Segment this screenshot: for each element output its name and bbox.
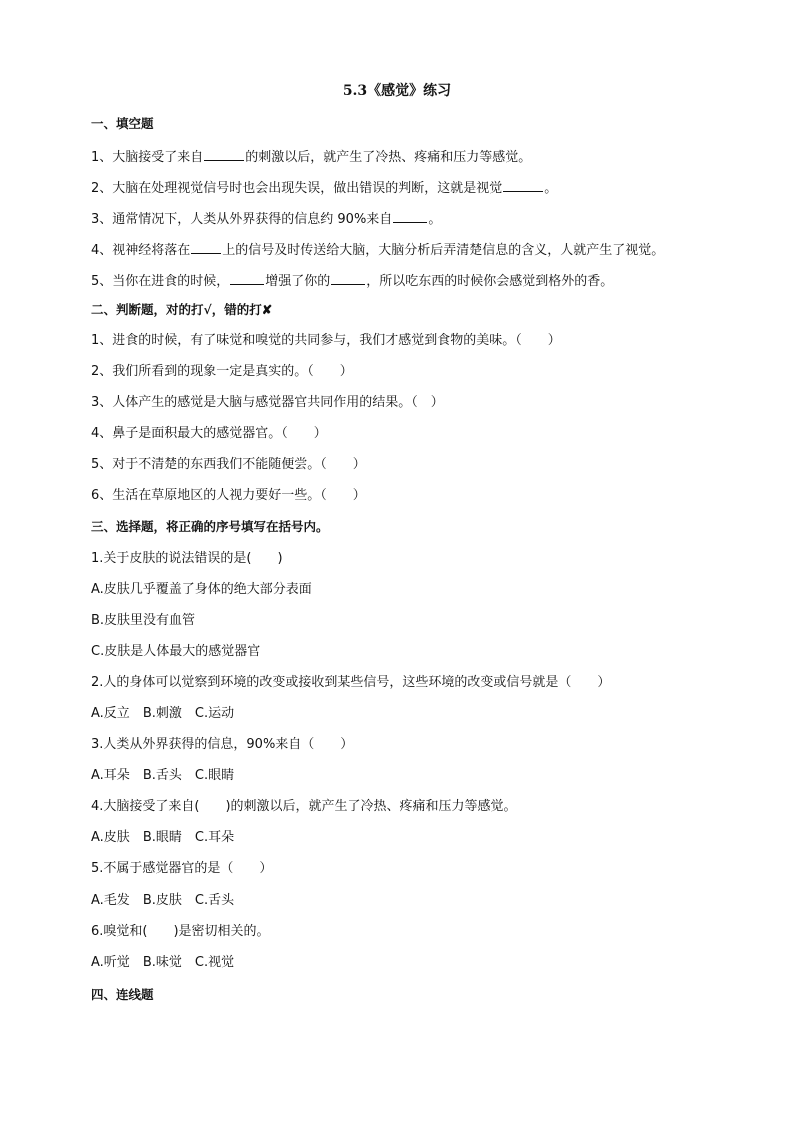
- fill-q5-blank-1[interactable]: [230, 270, 264, 285]
- judge-question-1: 1、进食的时候，有了味觉和嗅觉的共同参与，我们才感觉到食物的美味。（ ）: [91, 333, 561, 348]
- fill-q5-text-b: 增强了你的: [265, 274, 331, 289]
- judge-question-5: 5、对于不清楚的东西我们不能随便尝。（ ）: [91, 457, 366, 472]
- fill-q3-text-b: 。: [428, 212, 442, 227]
- fill-q2-blank[interactable]: [503, 177, 543, 192]
- fill-q2-text-a: 2、大脑在处理视觉信号时也会出现失误，做出错误的判断，这就是视觉: [91, 181, 503, 196]
- fill-question-1: [91, 146, 531, 167]
- worksheet-title: 5.3《感觉》练习: [342, 83, 452, 99]
- choice-q4-options: [91, 829, 234, 847]
- fill-q1-text-b: 的刺激以后，就产生了冷热、疼痛和压力等感觉。: [245, 150, 532, 165]
- section1-heading: 一、填空题: [91, 116, 154, 131]
- choice-q1-option-a: A.皮肤几乎覆盖了身体的绝大部分表面: [91, 582, 312, 597]
- choice-q2-option-c: C.运动: [194, 706, 235, 721]
- fill-q1-blank[interactable]: [204, 146, 244, 161]
- judge-question-4: 4、鼻子是面积最大的感觉器官。（ ）: [91, 426, 327, 441]
- fill-q2-text-b: 。: [544, 181, 558, 196]
- choice-question-3: 3.人类从外界获得的信息，90%来自（ ）: [91, 737, 354, 752]
- choice-q6-option-b: B.味觉: [142, 955, 182, 970]
- judge-question-6: 6、生活在草原地区的人视力要好一些。（ ）: [91, 488, 366, 503]
- choice-q1-option-c: C.皮肤是人体最大的感觉器官: [91, 644, 261, 659]
- choice-q2-option-b: B.刺激: [142, 706, 182, 721]
- fill-q5-text-a: 5、当你在进食的时候，: [91, 274, 230, 289]
- fill-q5-blank-2[interactable]: [331, 270, 365, 285]
- choice-q5-option-c: C.舌头: [194, 893, 235, 908]
- choice-q1-option-b: B.皮肤里没有血管: [91, 613, 196, 628]
- choice-q4-option-c: C.耳朵: [194, 830, 235, 845]
- choice-q5-option-a: A.毛发: [91, 893, 130, 908]
- choice-q6-options: [91, 954, 234, 972]
- section4-heading: 四、连线题: [91, 987, 154, 1002]
- choice-q6-option-c: C.视觉: [194, 955, 235, 970]
- judge-question-2: 2、我们所看到的现象一定是真实的。（ ）: [91, 364, 353, 379]
- choice-q2-option-a: A.反立: [91, 706, 130, 721]
- choice-q3-option-a: A.耳朵: [91, 768, 130, 783]
- fill-q5-text-c: ，所以吃东西的时候你会感觉到格外的香。: [366, 274, 614, 289]
- choice-q5-option-b: B.皮肤: [142, 893, 182, 908]
- choice-q3-options: [91, 767, 234, 785]
- section2-heading: 二、判断题，对的打√，错的打✘: [91, 302, 273, 317]
- fill-q3-blank[interactable]: [393, 208, 427, 223]
- judge-question-3: 3、人体产生的感觉是大脑与感觉器官共同作用的结果。（ ）: [91, 395, 444, 410]
- choice-q4-option-b: B.眼睛: [142, 830, 182, 845]
- choice-question-5: 5.不属于感觉器官的是（ ）: [91, 861, 273, 876]
- fill-question-4: [91, 239, 664, 260]
- fill-q4-text-a: 4、视神经将落在: [91, 243, 191, 258]
- choice-q3-option-c: C.眼睛: [194, 768, 235, 783]
- fill-q4-text-b: 上的信号及时传送给大脑，大脑分析后弄清楚信息的含义，人就产生了视觉。: [222, 243, 665, 258]
- fill-q4-blank[interactable]: [191, 239, 221, 254]
- choice-q6-option-a: A.听觉: [91, 955, 130, 970]
- choice-question-1: 1.关于皮肤的说法错误的是( ): [91, 551, 283, 566]
- section3-heading: 三、选择题，将正确的序号填写在括号内。: [91, 519, 329, 534]
- choice-q3-option-b: B.舌头: [142, 768, 182, 783]
- choice-q2-options: [91, 705, 234, 723]
- choice-question-4: 4.大脑接受了来自( )的刺激以后，就产生了冷热、疼痛和压力等感觉。: [91, 799, 517, 814]
- fill-question-5: [91, 270, 613, 291]
- choice-question-2: 2.人的身体可以觉察到环境的改变或接收到某些信号，这些环境的改变或信号就是（ ）: [91, 675, 611, 690]
- choice-q5-options: [91, 892, 234, 910]
- fill-q1-text-a: 1、大脑接受了来自: [91, 150, 204, 165]
- choice-question-6: 6.嗅觉和( )是密切相关的。: [91, 924, 270, 939]
- fill-q3-text-a: 3、通常情况下，人类从外界获得的信息约 90%来自: [91, 212, 393, 227]
- fill-question-2: [91, 177, 557, 198]
- fill-question-3: [91, 208, 441, 229]
- choice-q4-option-a: A.皮肤: [91, 830, 130, 845]
